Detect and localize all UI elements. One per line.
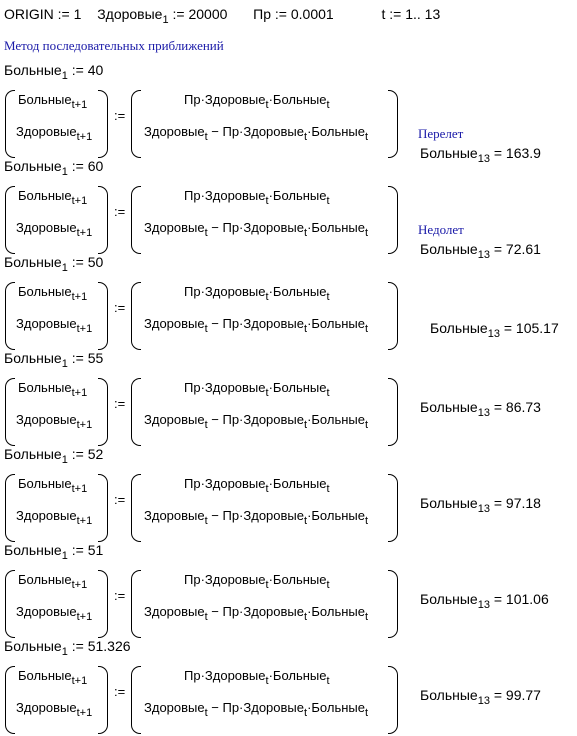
left-paren [5,474,15,542]
lhs-sick: Больные$_{t+1}$ [18,380,88,399]
healthy-def: Здоровые$_1$ := 20000 [97,6,228,26]
lhs-healthy: Здоровые$_{t+1}$ [16,700,93,719]
initial-sick-def: Больные$_1$ := 55 [4,350,104,370]
final-sick-result: Больные$_{13}$ = 86.73 [420,399,541,419]
rhs-sick: Пр·Здоровые$_t$·Больные$_t$ [184,284,330,303]
lhs-healthy: Здоровые$_{t+1}$ [16,316,93,335]
right-paren [98,378,108,446]
rhs-healthy: Здоровые$_t$ − Пр·Здоровые$_t$·Больные$_t$ [144,316,369,335]
lhs-healthy: Здоровые$_{t+1}$ [16,604,93,623]
initial-sick-def: Больные$_1$ := 52 [4,446,104,466]
right-paren [98,666,108,734]
right-paren [388,474,398,542]
assign-op: := [114,108,126,123]
header-line [4,6,441,26]
left-paren [131,186,141,254]
right-paren [388,378,398,446]
left-paren [131,474,141,542]
assign-op: := [114,396,126,411]
left-paren [5,666,15,734]
assign-op: := [114,300,126,315]
recurrence-equation [0,280,420,352]
lhs-healthy: Здоровые$_{t+1}$ [16,124,93,143]
rhs-healthy: Здоровые$_t$ − Пр·Здоровые$_t$·Больные$_t$ [144,412,369,431]
rhs-sick: Пр·Здоровые$_t$·Больные$_t$ [184,380,330,399]
left-paren [5,186,15,254]
method-heading: Метод последовательных приближений [4,38,224,53]
final-sick-result: Больные$_{13}$ = 99.77 [420,687,541,707]
rhs-healthy: Здоровые$_t$ − Пр·Здоровые$_t$·Больные$_t$ [144,220,369,239]
origin-def: ORIGIN := 1 [4,6,82,22]
pr-def: Пр := 0.0001 [253,6,334,22]
right-paren [98,570,108,638]
rhs-sick: Пр·Здоровые$_t$·Больные$_t$ [184,572,330,591]
initial-sick-def: Больные$_1$ := 40 [4,62,104,82]
lhs-sick: Больные$_{t+1}$ [18,284,88,303]
left-paren [5,570,15,638]
final-sick-result: Больные$_{13}$ = 163.9 [420,145,541,165]
final-sick-result: Больные$_{13}$ = 72.61 [420,241,541,261]
lhs-healthy: Здоровые$_{t+1}$ [16,508,93,527]
recurrence-equation [0,568,420,640]
right-paren [98,186,108,254]
left-paren [131,282,141,350]
left-paren [5,282,15,350]
left-paren [5,90,15,158]
final-sick-result: Больные$_{13}$ = 97.18 [420,495,541,515]
final-sick-result: Больные$_{13}$ = 105.17 [430,320,559,340]
recurrence-equation [0,472,420,544]
right-paren [388,570,398,638]
initial-sick-def: Больные$_1$ := 50 [4,254,104,274]
right-paren [388,90,398,158]
result-note: Перелет [418,126,464,141]
right-paren [388,186,398,254]
initial-sick-def: Больные$_1$ := 60 [4,158,104,178]
recurrence-equation [0,88,420,160]
rhs-sick: Пр·Здоровые$_t$·Больные$_t$ [184,92,330,111]
right-paren [388,666,398,734]
result-note: Недолет [418,222,464,237]
recurrence-equation [0,184,420,256]
assign-op: := [114,492,126,507]
right-paren [98,474,108,542]
t-range-def: t := 1.. 13 [381,6,441,22]
left-paren [131,378,141,446]
rhs-sick: Пр·Здоровые$_t$·Больные$_t$ [184,476,330,495]
left-paren [131,666,141,734]
rhs-sick: Пр·Здоровые$_t$·Больные$_t$ [184,188,330,207]
left-paren [5,378,15,446]
lhs-healthy: Здоровые$_{t+1}$ [16,220,93,239]
lhs-sick: Больные$_{t+1}$ [18,572,88,591]
right-paren [98,90,108,158]
rhs-healthy: Здоровые$_t$ − Пр·Здоровые$_t$·Больные$_t$ [144,700,369,719]
assign-op: := [114,588,126,603]
rhs-healthy: Здоровые$_t$ − Пр·Здоровые$_t$·Больные$_t$ [144,508,369,527]
assign-op: := [114,684,126,699]
lhs-healthy: Здоровые$_{t+1}$ [16,412,93,431]
left-paren [131,570,141,638]
right-paren [388,282,398,350]
lhs-sick: Больные$_{t+1}$ [18,188,88,207]
lhs-sick: Больные$_{t+1}$ [18,668,88,687]
left-paren [131,90,141,158]
recurrence-equation [0,376,420,448]
initial-sick-def: Больные$_1$ := 51.326 [4,638,131,658]
right-paren [98,282,108,350]
recurrence-equation [0,664,420,736]
rhs-healthy: Здоровые$_t$ − Пр·Здоровые$_t$·Больные$_t$ [144,604,369,623]
lhs-sick: Больные$_{t+1}$ [18,92,88,111]
rhs-healthy: Здоровые$_t$ − Пр·Здоровые$_t$·Больные$_t$ [144,124,369,143]
lhs-sick: Больные$_{t+1}$ [18,476,88,495]
assign-op: := [114,204,126,219]
initial-sick-def: Больные$_1$ := 51 [4,542,104,562]
final-sick-result: Больные$_{13}$ = 101.06 [420,591,549,611]
rhs-sick: Пр·Здоровые$_t$·Больные$_t$ [184,668,330,687]
